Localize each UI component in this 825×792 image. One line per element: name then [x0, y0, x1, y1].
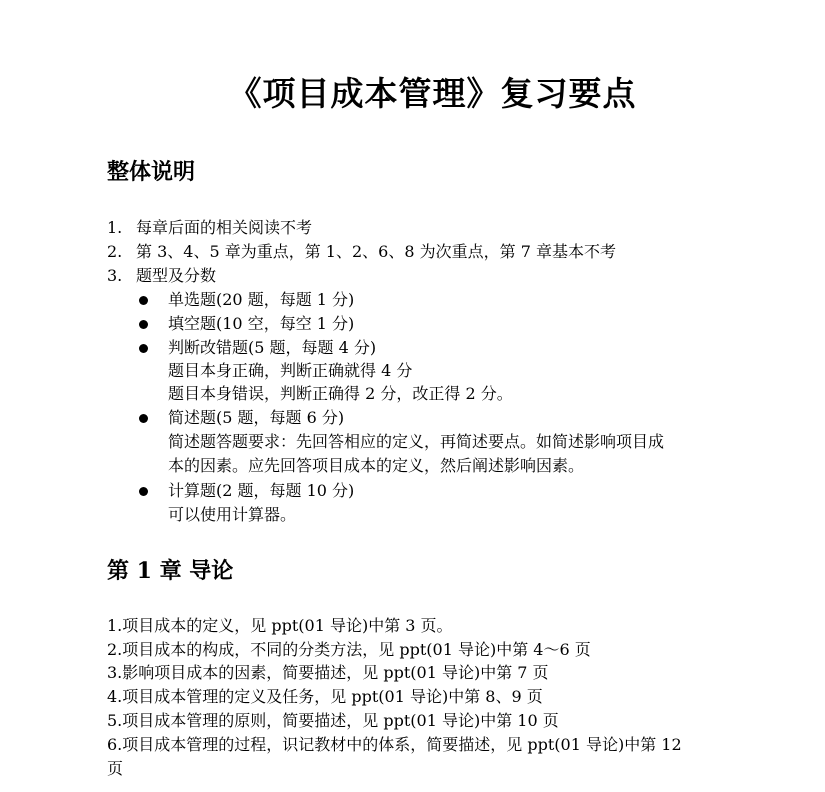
chapter-item: 5.项目成本管理的原则，简要描述，见 ppt(01 导论)中第 10 页 [107, 711, 559, 730]
note-text: 题目本身错误，判断正确得 2 分，改正得 2 分。 [168, 384, 513, 403]
note-text: 题目本身正确，判断正确就得 4 分 [168, 361, 413, 380]
document-title: 《项目成本管理》复习要点 [228, 74, 637, 113]
bullet-icon [139, 414, 148, 423]
note-text: 简述题答题要求：先回答相应的定义，再简述要点。如简述影响项目成 [168, 432, 665, 451]
chapter-item: 1.项目成本的定义，见 ppt(01 导论)中第 3 页。 [107, 616, 453, 635]
chapter-item: 3.影响项目成本的因素，简要描述，见 ppt(01 导论)中第 7 页 [107, 663, 549, 682]
question-type-label: 判断改错题(5 题，每题 4 分) [168, 338, 377, 357]
chapter-item: 页 [107, 759, 124, 778]
bullet-icon [139, 296, 148, 305]
question-type-label: 填空题(10 空，每空 1 分) [168, 314, 355, 333]
bullet-icon [139, 344, 148, 353]
note-text: 可以使用计算器。 [168, 505, 297, 524]
item-number: 2. [107, 242, 123, 261]
chapter-item: 2.项目成本的构成，不同的分类方法，见 ppt(01 导论)中第 4～6 页 [107, 640, 591, 659]
note-text: 本的因素。应先回答项目成本的定义，然后阐述影响因素。 [168, 456, 585, 475]
overview-heading: 整体说明 [107, 159, 196, 185]
item-text: 题型及分数 [136, 266, 217, 285]
bullet-icon [139, 487, 148, 496]
item-text: 每章后面的相关阅读不考 [136, 218, 313, 237]
chapter-item: 6.项目成本管理的过程，识记教材中的体系，简要描述，见 ppt(01 导论)中第 12 [107, 735, 682, 754]
bullet-icon [139, 320, 148, 329]
item-number: 1. [107, 218, 123, 237]
question-type-label: 简述题(5 题，每题 6 分) [168, 408, 345, 427]
item-number: 3. [107, 266, 123, 285]
question-type-label: 计算题(2 题，每题 10 分) [168, 481, 355, 500]
chapter-heading: 第 1 章 导论 [107, 558, 234, 584]
chapter-item: 4.项目成本管理的定义及任务，见 ppt(01 导论)中第 8、9 页 [107, 687, 543, 706]
question-type-label: 单选题(20 题，每题 1 分) [168, 290, 355, 309]
item-text: 第 3、4、5 章为重点，第 1、2、6、8 为次重点，第 7 章基本不考 [136, 242, 616, 261]
